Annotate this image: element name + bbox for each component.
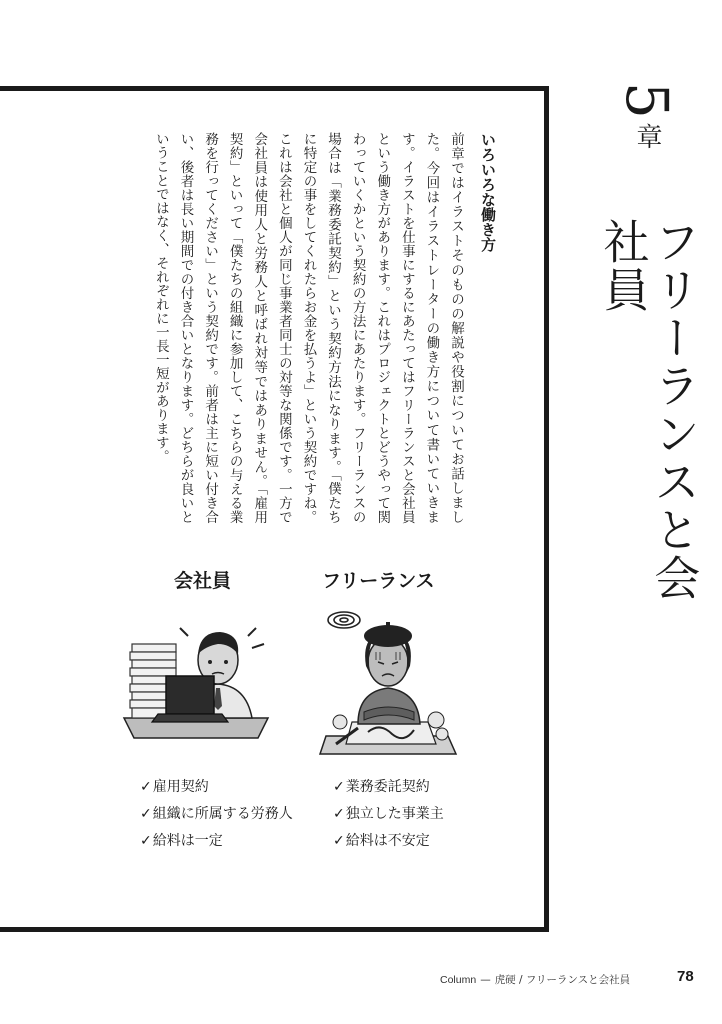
employee-features	[140, 774, 293, 855]
employee-title: 会社員	[174, 570, 232, 592]
feature-item: ✓ 給料は不安定	[333, 828, 444, 855]
freelancer-illustration-icon	[318, 604, 458, 758]
feature-item: ✓ 組織に所属する労務人	[140, 801, 293, 828]
running-footer	[440, 972, 630, 987]
check-icon: ✓	[333, 779, 345, 795]
freelance-title: フリーランス	[322, 570, 435, 592]
footer-dash: —	[480, 974, 491, 986]
footer-title: 虎硬 / フリーランスと会社員	[494, 974, 631, 986]
chapter-label	[596, 82, 681, 149]
section-heading: いろいろな働き方	[479, 132, 497, 252]
check-icon: ✓	[140, 806, 152, 822]
check-icon: ✓	[333, 833, 345, 849]
feature-item: ✓ 給料は一定	[140, 828, 293, 855]
chapter-word: 章	[632, 122, 662, 149]
check-icon: ✓	[140, 779, 152, 795]
check-icon: ✓	[333, 806, 345, 822]
chapter-title: フリーランスと会社員	[596, 218, 702, 602]
feature-item: ✓ 雇用契約	[140, 774, 293, 801]
check-icon: ✓	[140, 833, 152, 849]
page-number: 78	[677, 968, 694, 985]
freelance-features	[333, 774, 444, 855]
feature-item: ✓ 業務委託契約	[333, 774, 444, 801]
section-body: 前章ではイラストそのものの解説や役割についてお話しました。今回はイラストレーターの働き方について書いていきます。イラストを仕事にするにあたってはフリーランスと会社員という働き方があります。これはプロジェクトとどうやって関わっていくかという契約の方法にあたります。フリーランスの場合は「業務委託契約」という契約方法になります。「僕たちに特定の事をしてくれたらお金を払うよ」という契約ですね。これは会社と個人が同じ事業者同士の対等な関係です。一方で会社員は使用人と労務人と呼ばれ対等ではありません。「雇用契約」といって「僕たちの組織に参加して、こちらの与える業務を行ってください」という契約です。前者は主に短い付き合い、後者は長い期間での付き合いとなります。どちらが良いということではなく、それぞれに一長一短があります。	[152, 132, 464, 524]
column-label: Column	[440, 974, 477, 986]
chapter-number: 5	[613, 82, 681, 119]
office-worker-illustration-icon	[118, 614, 278, 746]
feature-item: ✓ 独立した事業主	[333, 801, 444, 828]
